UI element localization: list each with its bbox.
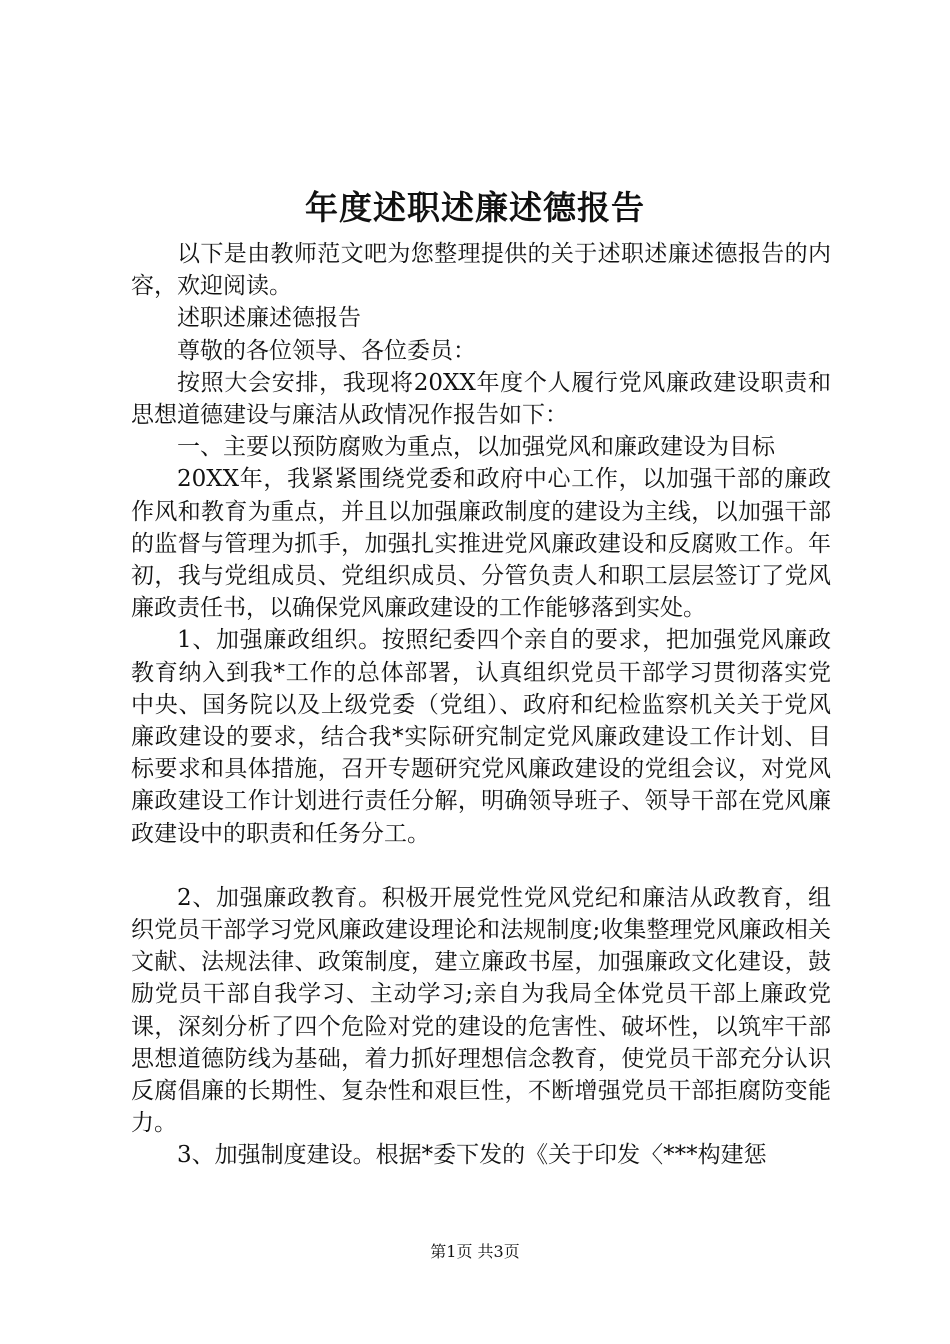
paragraph-report-heading: 述职述廉述德报告 bbox=[177, 305, 361, 332]
paragraph-item-2: 2、加强廉政教育。积极开展党性党风党纪和廉洁从政教育，组织党员干部学习党风廉政建设理论和法规制度;收集整理党风廉政相关文献、法规法律、政策制度，建立廉政书屋，加强廉政文化建设，鼓励党员干部自我学习、主动学习;亲自为我局全体党员干部上廉政党课，深刻分析了四个危险对党的建设的危害性、破坏性，以筑牢干部思想道德防线为基础，着力抓好理想信念教育，使党员干部充分认识反腐倡廉的长期性、复杂性和艰巨性，不断增强党员干部拒腐防变能力。 bbox=[131, 884, 831, 1137]
paragraph-item-3: 3、加强制度建设。根据*委下发的《关于印发〈***构建惩 bbox=[177, 1142, 767, 1169]
paragraph-intro: 以下是由教师范文吧为您整理提供的关于述职述廉述德报告的内容，欢迎阅读。 bbox=[131, 241, 831, 300]
document-title: 年度述职述廉述德报告 bbox=[305, 188, 645, 227]
document-body bbox=[131, 238, 831, 1172]
paragraph-opening: 按照大会安排，我现将20XX年度个人履行党风廉政建设职责和思想道德建设与廉洁从政情况作报告如下： bbox=[131, 369, 831, 429]
paragraph-salutation: 尊敬的各位领导、各位委员： bbox=[177, 337, 476, 364]
section-heading-1: 一、主要以预防腐败为重点，以加强党风和廉政建设为目标 bbox=[177, 434, 775, 461]
page-footer: 第1页 共3页 bbox=[430, 1242, 520, 1261]
paragraph-overview: 20XX年，我紧紧围绕党委和政府中心工作，以加强干部的廉政作风和教育为重点，并且以加强廉政制度的建设为主线，以加强干部的监督与管理为抓手，加强扎实推进党风廉政建设和反腐败工作。年初，我与党组成员、党组织成员、分管负责人和职工层层签订了党风廉政责任书，以确保党风廉政建设的工作能够落到实处。 bbox=[131, 466, 831, 622]
paragraph-item-1: 1、加强廉政组织。按照纪委四个亲自的要求，把加强党风廉政教育纳入到我*工作的总体部署，认真组织党员干部学习贯彻落实党中央、国务院以及上级党委（党组）、政府和纪检监察机关关于党风廉政建设的要求，结合我*实际研究制定党风廉政建设工作计划、目标要求和具体措施，召开专题研究党风廉政建设的党组会议，对党风廉政建设工作计划进行责任分解，明确领导班子、领导干部在党风廉政建设中的职责和任务分工。 bbox=[131, 627, 831, 847]
